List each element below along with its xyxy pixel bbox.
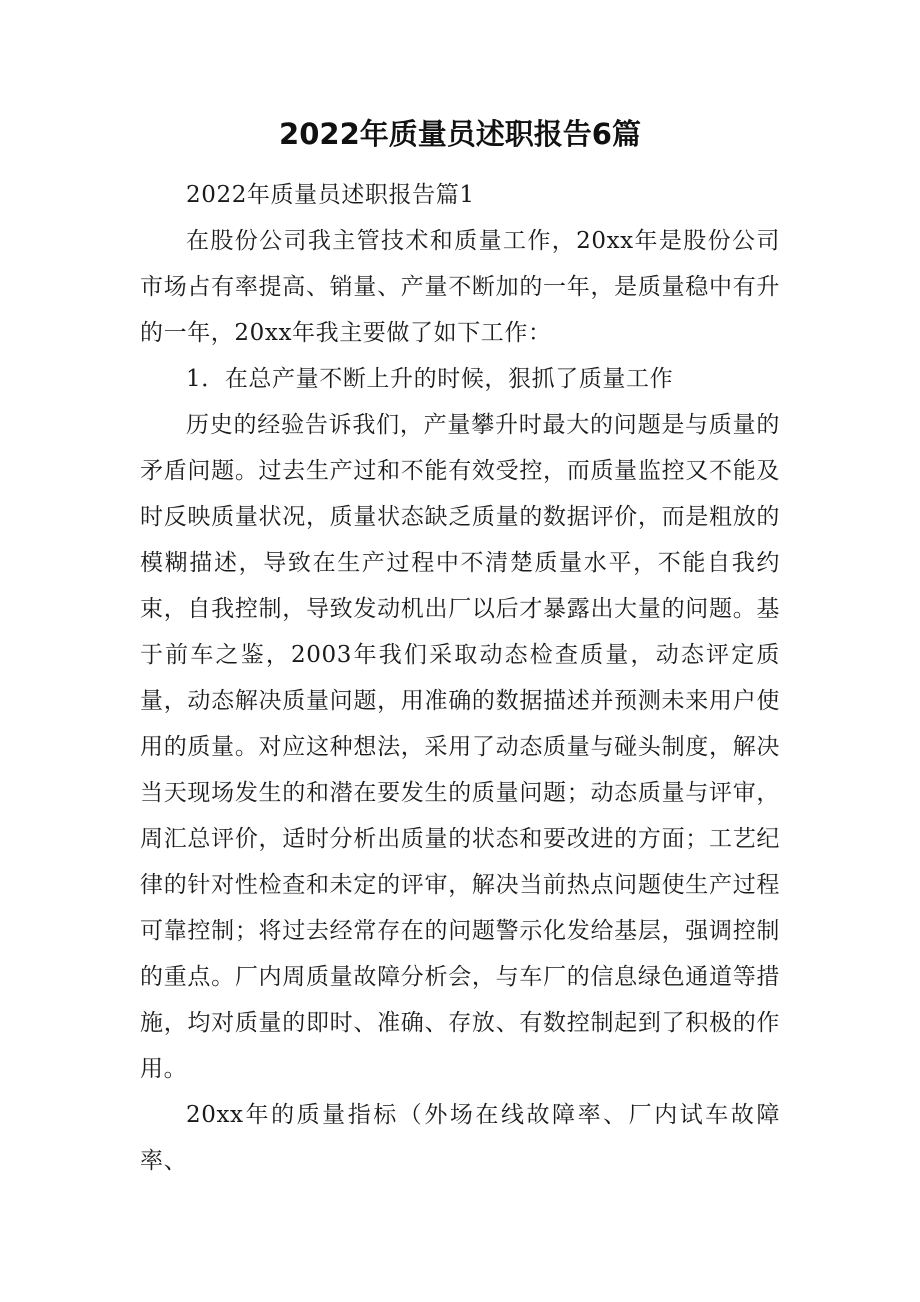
section-heading: 2022年质量员述职报告篇1 bbox=[186, 182, 475, 208]
document-title: 2022年质量员述职报告6篇 bbox=[279, 117, 641, 151]
paragraph-continued: 20xx年的质量指标（外场在线故障率、厂内试车故障率、 bbox=[140, 1102, 780, 1174]
paragraph-intro: 在股份公司我主管技术和质量工作，20xx年是股份公司市场占有率提高、销量、产量不断加的一年，是质量稳中有升的一年，20xx年我主要做了如下工作： bbox=[140, 228, 780, 346]
paragraph-body: 历史的经验告诉我们，产量攀升时最大的问题是与质量的矛盾问题。过去生产过和不能有效受控，而质量监控又不能及时反映质量状况，质量状态缺乏质量的数据评价，而是粗放的模糊描述，导致在生产过程中不清楚质量水平，不能自我约束，自我控制，导致发动机出厂以后才暴露出大量的问题。基于前车之鉴，2003年我们采取动态检查质量，动态评定质量，动态解决质量问题，用准确的数据描述并预测未来用户使用的质量。对应这种想法，采用了动态质量与碰头制度，解决当天现场发生的和潜在要发生的质量问题；动态质量与评审，周汇总评价，适时分析出质量的状态和要改进的方面；工艺纪律的针对性检查和未定的评审，解决当前热点问题使生产过程可靠控制；将过去经常存在的问题警示化发给基层，强调控制的重点。厂内周质量故障分析会，与车厂的信息绿色通道等措施，均对质量的即时、准确、存放、有数控制起到了积极的作用。 bbox=[140, 412, 780, 1082]
document-body bbox=[140, 172, 780, 1184]
paragraph-item-heading: 1．在总产量不断上升的时候，狠抓了质量工作 bbox=[186, 366, 674, 392]
